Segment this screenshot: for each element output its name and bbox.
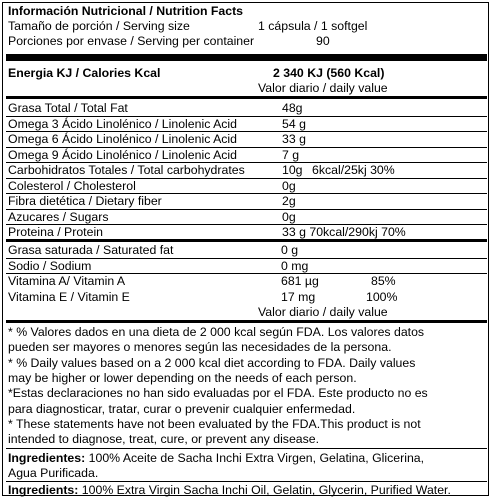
- secondary-label: Sodio / Sodium: [8, 258, 92, 273]
- footnote-line: may be higher or lower depending on the needs of each person.: [8, 370, 357, 385]
- serving-size-value: 1 cápsula / 1 softgel: [258, 19, 368, 33]
- energy-value: 2 340 KJ (560 Kcal): [273, 66, 385, 80]
- medium-divider-2: [6, 239, 487, 242]
- nutrient-amount: 33 g: [282, 132, 306, 146]
- secondary-amount: 0 g: [281, 243, 299, 257]
- nutrient-label: Omega 6 Ácido Linolénico / Linolenic Acid: [8, 132, 237, 146]
- ingredients-es-label: Ingredientes:: [8, 451, 86, 465]
- label-title: Información Nutricional / Nutrition Facts: [8, 4, 244, 18]
- nutrient-amount: 10g: [282, 163, 303, 177]
- footnote-line: * These statements have not been evaluated by the FDA.This product is not: [8, 416, 421, 431]
- nutrient-label: Omega 3 Ácido Linolénico / Linolenic Acid: [8, 116, 237, 131]
- nutrient-amount: 54 g: [282, 116, 306, 131]
- secondary-daily-value: 85%: [371, 274, 396, 288]
- secondary-amount: 0 mg: [281, 258, 309, 273]
- footnote-line: * % Daily values based on a 2 000 kcal diet according to FDA. Daily values: [8, 355, 416, 370]
- servings-per-container-label: Porciones por envase / Serving per container: [8, 34, 255, 48]
- servings-per-container-value: 90: [316, 34, 330, 48]
- ingredients-divider: [6, 448, 487, 449]
- secondary-label: Vitamina E / Vitamin E: [8, 289, 130, 304]
- secondary-amount: 17 mg: [281, 289, 316, 304]
- ingredients-divider-2: [6, 481, 487, 482]
- ingredients-es-text-2: Agua Purificada.: [8, 466, 99, 480]
- ingredients-en-text: 100% Extra Virgin Sacha Inchi Oil, Gelatin, Glycerin, Purified Water.: [81, 483, 451, 497]
- nutrient-amount: 33 g 70kcal/290kj 70%: [282, 225, 406, 239]
- ingredients-es: [8, 451, 424, 465]
- nutrient-amount: 0g: [282, 178, 296, 193]
- medium-divider: [6, 96, 487, 99]
- ingredients-en: [8, 483, 451, 497]
- nutrient-amount: 2g: [282, 194, 296, 208]
- ingredients-es-text: 100% Aceite de Sacha Inchi Extra Virgen, Gelatina, Glicerina,: [88, 451, 425, 465]
- footnote-line: * % Valores dados en una dieta de 2 000 kcal según FDA. Los valores datos: [8, 325, 425, 339]
- nutrient-label: Proteina / Protein: [8, 225, 104, 239]
- nutrient-label: Azucares / Sugars: [8, 209, 109, 224]
- nutrient-label: Fibra dietética / Dietary fiber: [8, 194, 162, 208]
- nutrient-extra: 6kcal/25kj 30%: [312, 163, 395, 177]
- nutrient-amount: 48g: [282, 101, 303, 115]
- footnote-divider: [6, 320, 487, 323]
- nutrient-amount: 7 g: [282, 147, 300, 162]
- secondary-amount: 681 µg: [281, 274, 319, 288]
- footnote-line: pueden ser mayores o menores según las necesidades de la persona.: [8, 340, 392, 355]
- ingredients-en-label: Ingredients:: [8, 483, 79, 497]
- nutrient-label: Colesterol / Cholesterol: [8, 178, 136, 193]
- secondary-label: Grasa saturada / Saturated fat: [8, 243, 174, 257]
- footnote-line: intended to diagnose, treat, cure, or prevent any disease.: [8, 432, 320, 447]
- daily-value-heading: Valor diario / daily value: [258, 81, 388, 95]
- serving-size-label: Tamaño de porción / Serving size: [8, 19, 190, 33]
- nutrient-label: Omega 9 Ácido Linolénico / Linolenic Acid: [8, 147, 237, 162]
- daily-value-footer: Valor diario / daily value: [258, 305, 388, 319]
- footnote-line: *Estas declaraciones no han sido evaluadas por el FDA. Este producto no es: [8, 386, 428, 401]
- secondary-daily-value: 100%: [366, 289, 398, 304]
- footnote-line: para diagnosticar, tratar, curar o prevenir cualquier enfermedad.: [8, 401, 356, 416]
- thick-divider: [6, 54, 487, 61]
- nutrient-label: Grasa Total / Total Fat: [8, 101, 128, 115]
- nutrient-label: Carbohidratos Totales / Total carbohydrates: [8, 163, 245, 177]
- nutrient-amount: 0g: [282, 209, 296, 224]
- energy-label: Energia KJ / Calories Kcal: [8, 66, 161, 80]
- secondary-label: Vitamina A/ Vitamin A: [8, 274, 126, 288]
